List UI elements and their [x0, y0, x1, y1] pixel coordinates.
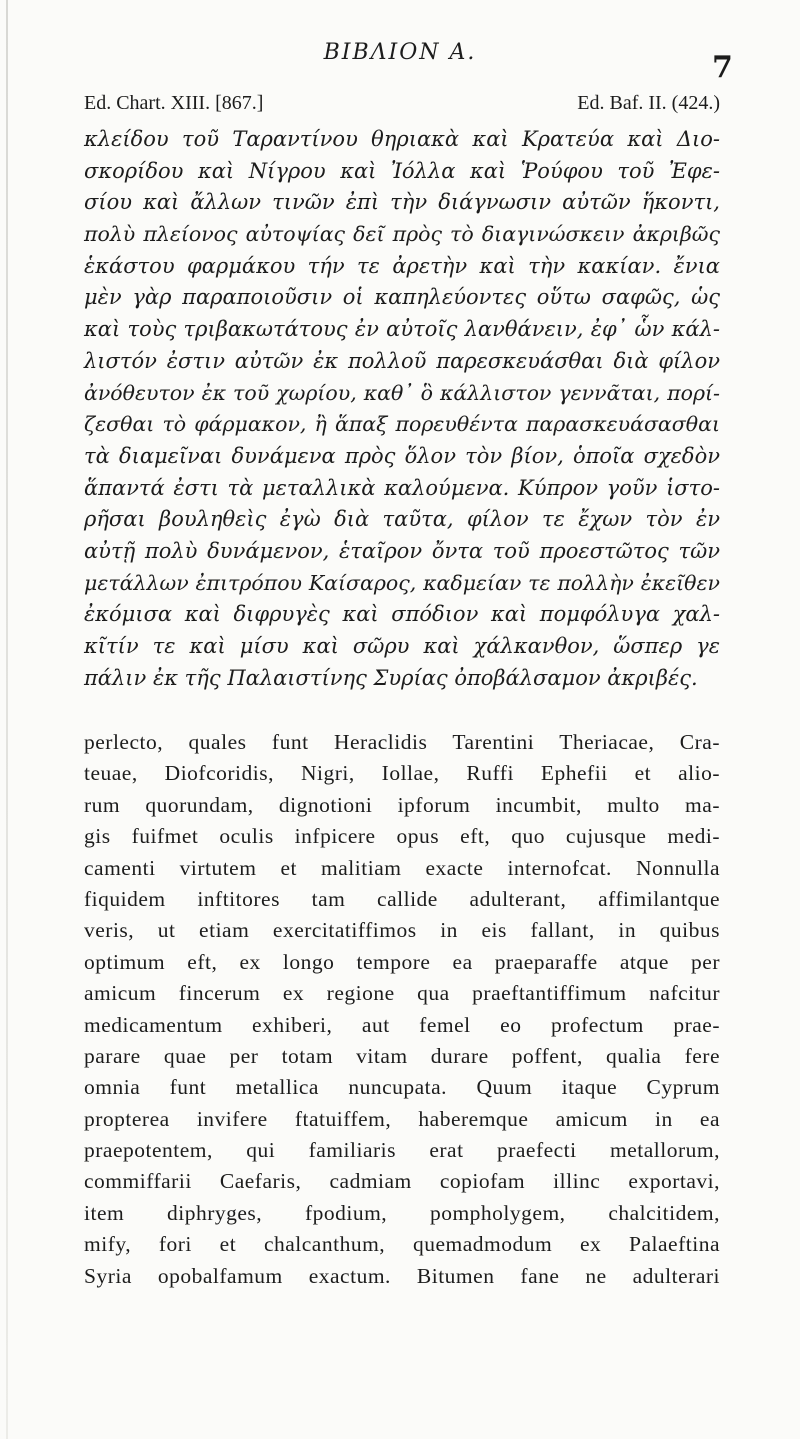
latin-line: Syria opobalfamum exactum. Bitumen fane ne adulterari	[84, 1263, 720, 1288]
greek-line: σκορίδου καὶ Νίγρου καὶ Ἰόλλα καὶ Ῥούφου τοῦ Ἐφε-	[84, 158, 720, 183]
greek-line: κλείδου τοῦ Ταραντίνου θηριακὰ καὶ Κρατεύα καὶ Διο-	[84, 127, 720, 151]
greek-line: ἑκάστου φαρμάκου τήν τε ἀρετὴν καὶ τὴν κακίαν. ἔνια	[84, 253, 720, 278]
latin-line: perlecto, quales funt Heraclidis Tarentini Theriacae, Cra-	[84, 730, 720, 754]
latin-line: rum quorundam, dignotioni ipforum incumbit, multo ma-	[84, 792, 720, 817]
latin-line: camenti virtutem et malitiam exacte internofcat. Nonnulla	[84, 855, 720, 880]
latin-line: amicum fincerum ex regione qua praeftantiffimum nafcitur	[84, 981, 720, 1006]
greek-line: λιστόν ἐστιν αὐτῶν ἐκ πολλοῦ παρεσκευάσθαι διὰ φίλον	[84, 348, 720, 373]
page-edge-shadow	[6, 0, 8, 1439]
latin-line: medicamentum exhiberi, aut femel eo profectum prae-	[84, 1012, 720, 1037]
greek-line: μετάλλων ἐπιτρόπου Καίσαρος, καδμείαν τε πολλὴν ἐκεῖθεν	[84, 570, 720, 595]
latin-line: fiquidem inftitores tam callide adulterant, affimilantque	[84, 886, 720, 911]
greek-line: πολὺ πλείονος αὐτοψίας δεῖ πρὸς τὸ διαγινώσκειν ἀκριβῶς	[84, 222, 720, 247]
greek-line: τὰ διαμεῖναι δυνάμενα πρὸς ὅλον τὸν βίον, ὁποῖα σχεδὸν	[84, 443, 720, 468]
greek-line: μὲν γὰρ παραποιοῦσιν οἱ καπηλεύοντες οὕτω σαφῶς, ὡς	[84, 285, 720, 310]
running-title: BIBΛΙΟΝ Α.	[323, 40, 477, 65]
greek-line: ρῆσαι βουληθεὶς ἐγὼ διὰ ταῦτα, φίλον τε ἔχων τὸν ἐν	[84, 507, 720, 532]
latin-line: optimum eft, ex longo tempore ea praeparaffe atque per	[84, 949, 720, 974]
latin-line: praepotentem, qui familiaris erat praefecti metallorum,	[84, 1138, 720, 1163]
greek-line: ἀνόθευτον ἐκ τοῦ χωρίου, καθ᾽ ὃ κάλλιστον γεννᾶται, πορί-	[84, 380, 720, 405]
latin-line: teuae, Diofcoridis, Nigri, Iollae, Ruffi Ephefii et alio-	[84, 761, 720, 786]
latin-line: veris, ut etiam exercitatiffimos in eis fallant, in quibus	[84, 918, 720, 943]
greek-line: αὐτῇ πολὺ δυνάμενον, ἑταῖρον ὄντα τοῦ προεστῶτος τῶν	[84, 538, 720, 563]
edition-reference-line	[84, 92, 720, 115]
greek-line: ἅπαντά ἐστι τὰ μεταλλικὰ καλούμενα. Κύπρον γοῦν ἱστο-	[84, 475, 720, 500]
latin-line: commiffarii Caefaris, cadmiam copiofam illinc exportavi,	[84, 1169, 720, 1194]
greek-line: καὶ τοὺς τριβακωτάτους ἐν αὐτοῖς λανθάνειν, ἐφ᾽ ὧν κάλ-	[84, 317, 720, 342]
latin-line: item diphryges, fpodium, pompholygem, chalcitidem,	[84, 1200, 720, 1225]
page-number: 7	[712, 50, 733, 85]
latin-line: propterea invifere ftatuiffem, haberemque amicum in ea	[84, 1106, 720, 1131]
greek-text-block	[84, 124, 720, 694]
edition-reference-basel: Ed. Baf. II. (424.)	[577, 92, 720, 114]
latin-line: mify, fori et chalcanthum, quemadmodum ex Palaeftina	[84, 1232, 720, 1257]
latin-line: parare quae per totam vitam durare poffent, qualia fere	[84, 1043, 720, 1068]
latin-line: omnia funt metallica nuncupata. Quum itaque Cyprum	[84, 1075, 720, 1100]
greek-line: ζεσθαι τὸ φάρμακον, ἢ ἅπαξ πορευθέντα παρασκευάσασθαι	[84, 412, 720, 437]
greek-line: ἐκόμισα καὶ διφρυγὲς καὶ σπόδιον καὶ πομφόλυγα χαλ-	[84, 602, 720, 627]
latin-line: gis fuifmet oculis infpicere opus eft, quo cujusque medi-	[84, 824, 720, 849]
greek-line: σίου καὶ ἄλλων τινῶν ἐπὶ τὴν διάγνωσιν αὐτῶν ἥκοντι,	[84, 190, 720, 215]
latin-text-block	[84, 727, 720, 1292]
greek-line: πάλιν ἐκ τῆς Παλαιστίνης Συρίας ὀποβάλσαμον ἀκριβές.	[84, 665, 698, 690]
edition-reference-chartier: Ed. Chart. XIII. [867.]	[84, 92, 264, 114]
greek-line: κῖτίν τε καὶ μίσυ καὶ σῶρυ καὶ χάλκανθον, ὥσπερ γε	[84, 634, 720, 658]
